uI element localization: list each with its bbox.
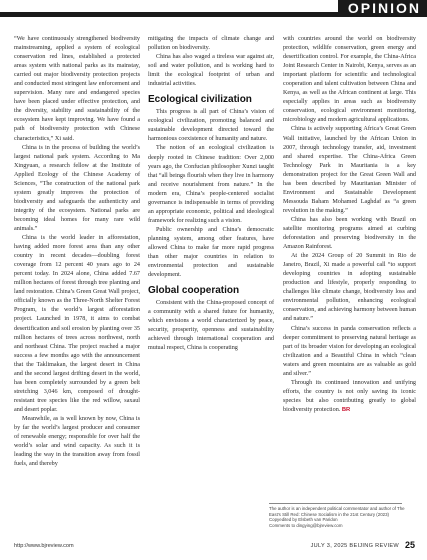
author-byline	[269, 506, 405, 528]
footer-url: http://www.bjreview.com	[14, 543, 74, 549]
paragraph: “We have continuously strengthened biodiversity mainstreaming, applied a system of ecological conservation red lines, established a protected areas system with national parks as its mainstay, carried out major biodiversity protection projects and conducted most stringent law enforcement and supervision. Many rare and endangered species have been placed under effective protection, and the diversity, stability and sustainability of the ecosystem have kept improving. We have found a path of biodiversity protection with Chinese characteristics,” Xi said.	[14, 36, 140, 142]
final-paragraph-text: Through its continued innovation and unifying efforts, the country is not only saving its iconic species but also contributing greatly to global biodiversity protection.	[283, 379, 416, 413]
paragraph: Consistent with the China-proposed concept of a community with a shared future for humanity, which envisions a world characterized by peace, security, prosperity, openness and sustainability achieved through international cooperation and mutual respect, China is cooperating	[148, 300, 274, 352]
paragraph: China’s success in panda conservation reflects a deeper commitment to preserving natural heritage as part of its broader vision for developing an ecological civilization and a Beautiful China in which “clean waters and green mountains are as valuable as gold and silver.”	[283, 325, 416, 377]
paragraph: mitigating the impacts of climate change and pollution on biodiversity.	[148, 36, 274, 52]
paragraph-final	[283, 379, 416, 415]
column-3	[283, 35, 416, 415]
paragraph: This progress is all part of China’s vision of ecological civilization, promoting balanced and sustainable development directed toward the harmonious coexistence of humanity and nature.	[148, 109, 274, 143]
byline-line: Copyedited by Elsbeth van Paridon	[269, 517, 338, 523]
paragraph: China has also waged a tireless war against air, soil and water pollution, and is working hard to limit the ecological footprint of urban and industrial activities.	[148, 54, 274, 88]
byline-line: East’s Still Red: Chinese Socialism in the 21st Century (2023)	[269, 511, 389, 517]
section-label: OPINION	[338, 0, 427, 17]
paragraph: China has also been working with Brazil on satellite monitoring programs aimed at curbing deforestation and preserving biodiversity in the Amazon Rainforest.	[283, 216, 416, 251]
byline-line: The author is an independent political commentator and author of The	[269, 506, 405, 511]
end-mark: BR	[341, 406, 351, 413]
subheading-global-cooperation: Global cooperation	[148, 285, 240, 297]
footer-issue: JULY 3, 2025 BEIJING REVIEW	[310, 543, 399, 549]
header-bar	[0, 0, 427, 17]
subheading-ecological-civilization: Ecological civilization	[148, 94, 252, 106]
paragraph: At the 2024 Group of 20 Summit in Rio de Janeiro, Brazil, Xi made a powerful call “to support developing countries in adopting sustainable production and lifestyle, properly responding to challenges like climate change, biodiversity loss and environmental pollution, enhancing ecological conservation, and achieving harmony between human and nature.”	[283, 253, 416, 323]
byline-line: Comments to dingying@bjreview.com	[269, 522, 343, 528]
paragraph: China is in the process of building the world’s largest national park system. According to Ma Xingyuan, a research fellow at the Institute of Applied Ecology of the Chinese Academy of Sciences, “The construction of the national park system greatly improves the protection of biodiversity and safeguards the authenticity and integrity of the ecosystem. National parks are becoming ideal homes for many rare wild animals.”	[14, 144, 140, 232]
paragraph: with countries around the world on biodiversity protection, wildlife conservation, green energy and desertification control. For example, the China-Africa Joint Research Center in Nairobi, Kenya, serves as an important platform for scientific and technological cooperation and talent cultivation between China and Kenya, as well as the African continent at large. This especially applies in areas such as biodiversity conservation, ecological environment monitoring, microbiology and modern agricultural applications.	[283, 36, 416, 124]
column-2	[148, 35, 274, 353]
page-number: 25	[404, 540, 415, 550]
column-1	[14, 35, 140, 469]
paragraph: China is the world leader in afforestation, having added more forest area than any other country in recent decades—doubling forest coverage from 12 percent 40 years ago to 24 percent today. In 2024 alone, China added 7.67 million hectares of forest through tree planting and land restoration. China’s Green Great Wall project, officially known as the Three-North Shelter Forest Program, is the world’s largest afforestation project. Launched in 1978, it aims to combat desertification and soil erosion by planting over 35 million hectares of trees across northwest, north and northeast China. The project reached a major success a few months ago with the announcement that the Taklimakan, the largest desert in China and the second largest drifting desert in the world, has been completely surrounded by a green belt stretching 3,046 km, composed of drought-resistant tree species like the red willow, saxaul and desert poplar.	[14, 235, 140, 413]
byline-divider	[269, 503, 402, 504]
paragraph: Meanwhile, as is well known by now, China is by far the world’s largest producer and consumer of renewable energy; responsible for over half the world’s solar and wind capacity. As such it is leading the way in the transition away from fossil fuels, and thereby	[14, 415, 140, 468]
paragraph: Public ownership and China’s democratic planning system, among other features, have allowed China to make far more rapid progress than other major countries in relation to environmental protection and sustainable development.	[148, 226, 274, 279]
page-footer	[14, 541, 415, 551]
paragraph: The notion of an ecological civilization is deeply rooted in Chinese tradition: Over 2,000 years ago, the Confucian philosopher Xunzi taught that “all beings flourish when they live in harmony and receive nourishment from nature.” In the modern era, China’s people-centered socialist governance is indispensable in terms of providing an appropriate economic, political and ideological framework for realizing such a vision.	[148, 145, 274, 224]
article-body	[14, 35, 416, 505]
paragraph: China is actively supporting Africa’s Great Green Wall initiative, launched by the African Union in 2007, through technology transfer, aid, investment and shared expertise. The China-Africa Green Technology Park in Mauritania is a key demonstration project for the Great Green Wall and has been described by Mauritanian Minister of Environment and Sustainable Development Messouda Baham Mohamed Laghdaf as “a green revolution in the making.”	[283, 126, 416, 214]
